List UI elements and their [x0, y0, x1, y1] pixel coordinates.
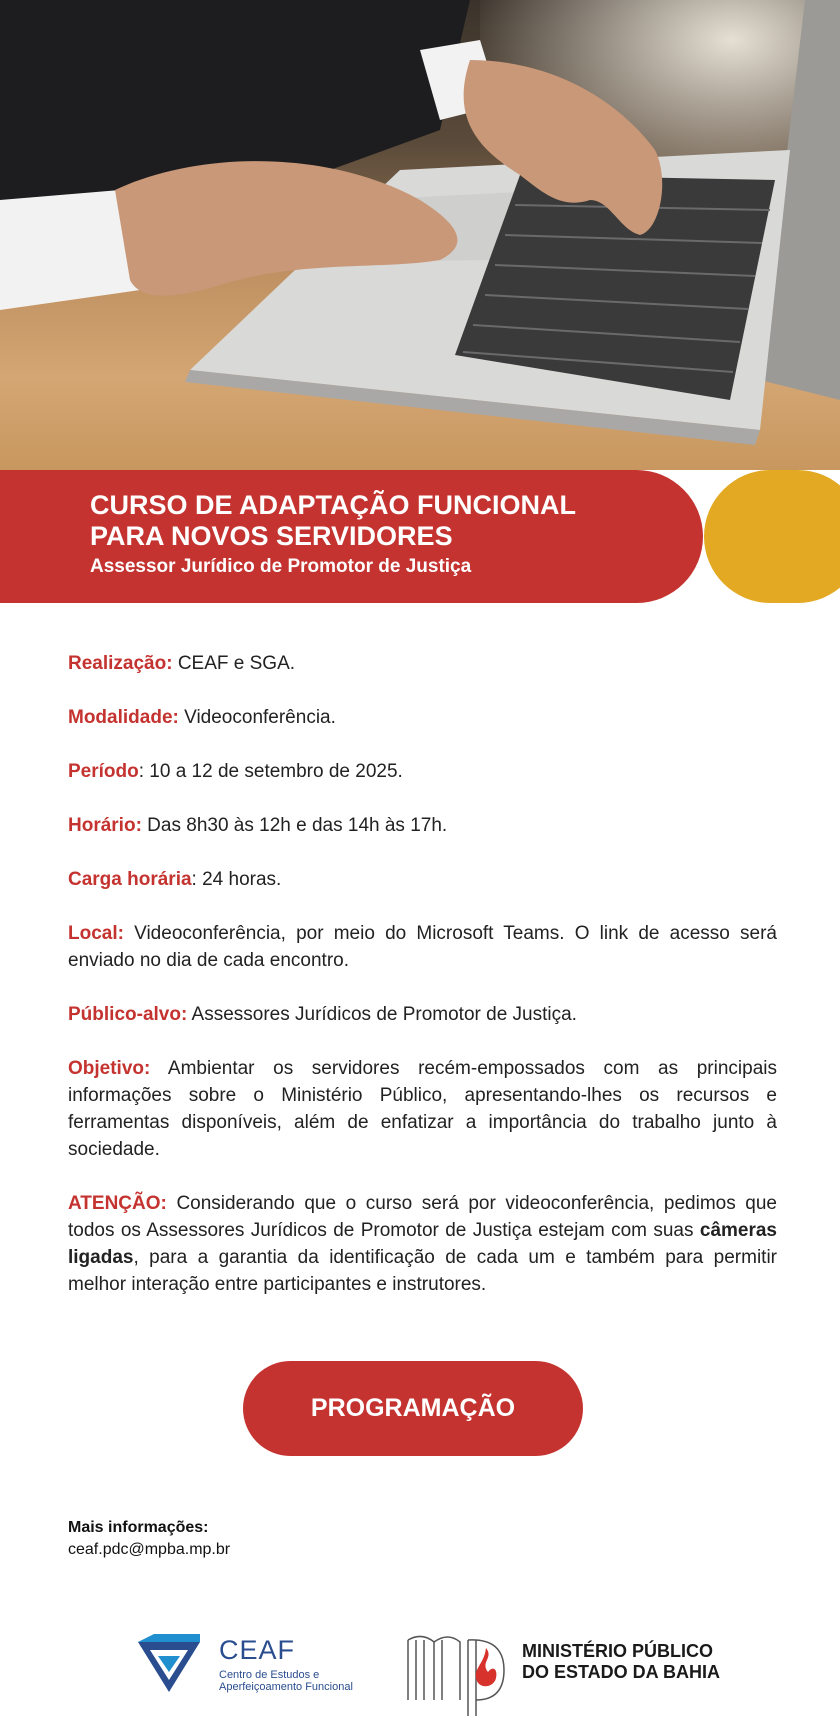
detail-value: Ambientar os servidores recém-empossados com as principais informações sobre o Ministério Público, apresentando-lhes os recursos e ferramentas disponíveis, além de enfatizar a importância do trabalho junto à sociedade.	[68, 1058, 777, 1160]
accent-yellow-shape	[704, 470, 840, 603]
detail-value: : 10 a 12 de setembro de 2025.	[138, 761, 403, 782]
detail-objetivo	[68, 1055, 777, 1163]
detail-horario	[68, 812, 777, 839]
detail-carga-horaria	[68, 866, 777, 893]
course-title	[90, 490, 650, 552]
detail-value: CEAF e SGA.	[172, 653, 296, 674]
contact-info	[68, 1517, 230, 1561]
ceaf-logo	[134, 1628, 374, 1698]
course-details	[68, 650, 777, 1325]
flame-icon	[476, 1648, 497, 1686]
ceaf-emblem-icon	[134, 1628, 204, 1698]
detail-label: Modalidade:	[68, 707, 179, 728]
detail-value: Videoconferência, por meio do Microsoft Teams. O link de acesso será enviado no dia de cada encontro.	[68, 923, 777, 971]
ceaf-description	[219, 1669, 374, 1693]
detail-value: , para a garantia da identificação de cada um e também para permitir melhor interação entre participantes e instrutores.	[68, 1247, 777, 1295]
laptop-illustration	[0, 0, 840, 470]
detail-value: Das 8h30 às 12h e das 14h às 17h.	[141, 815, 448, 836]
detail-periodo	[68, 758, 777, 785]
ceaf-name: CEAF	[219, 1635, 296, 1665]
detail-label: Público-alvo:	[68, 1004, 188, 1025]
detail-value: Assessores Jurídicos de Promotor de Justiça.	[187, 1004, 577, 1025]
mpba-name	[522, 1641, 720, 1683]
detail-label: Horário:	[68, 815, 142, 836]
contact-label: Mais informações:	[68, 1519, 209, 1536]
detail-local	[68, 920, 777, 974]
ceaf-desc-line2: Aperfeiçoamento Funcional	[219, 1681, 353, 1693]
mpba-logo	[404, 1628, 724, 1718]
detail-value: Videoconferência.	[178, 707, 336, 728]
detail-modalidade	[68, 704, 777, 731]
course-subtitle: Assessor Jurídico de Promotor de Justiça	[90, 556, 472, 577]
detail-atencao	[68, 1190, 777, 1298]
detail-value: : 24 horas.	[191, 869, 282, 890]
mpba-name-line1: MINISTÉRIO PÚBLICO	[522, 1641, 714, 1661]
hero-photo	[0, 0, 840, 470]
detail-label: Período	[68, 761, 139, 782]
detail-label: Local:	[68, 923, 124, 944]
detail-realizacao	[68, 650, 777, 677]
ceaf-desc-line1: Centro de Estudos e	[219, 1669, 320, 1681]
detail-label: Carga horária	[68, 869, 192, 890]
title-banner	[0, 470, 703, 603]
course-title-line2: PARA NOVOS SERVIDORES	[90, 521, 453, 551]
detail-publico-alvo	[68, 1001, 777, 1028]
mpba-emblem-icon	[404, 1628, 514, 1718]
mpba-name-line2: DO ESTADO DA BAHIA	[522, 1662, 720, 1682]
detail-emphasis: câmeras ligadas	[68, 1220, 777, 1268]
detail-value: Considerando que o curso será por videoconferência, pedimos que todos os Assessores Jurídicos de Promotor de Justiça estejam com suas	[68, 1193, 777, 1241]
programacao-button[interactable]: PROGRAMAÇÃO	[243, 1361, 583, 1456]
course-title-line1: CURSO DE ADAPTAÇÃO FUNCIONAL	[90, 490, 576, 520]
contact-email[interactable]: ceaf.pdc@mpba.mp.br	[68, 1541, 231, 1558]
detail-label: ATENÇÃO:	[68, 1193, 167, 1214]
detail-label: Realização:	[68, 653, 173, 674]
detail-label: Objetivo:	[68, 1058, 151, 1079]
